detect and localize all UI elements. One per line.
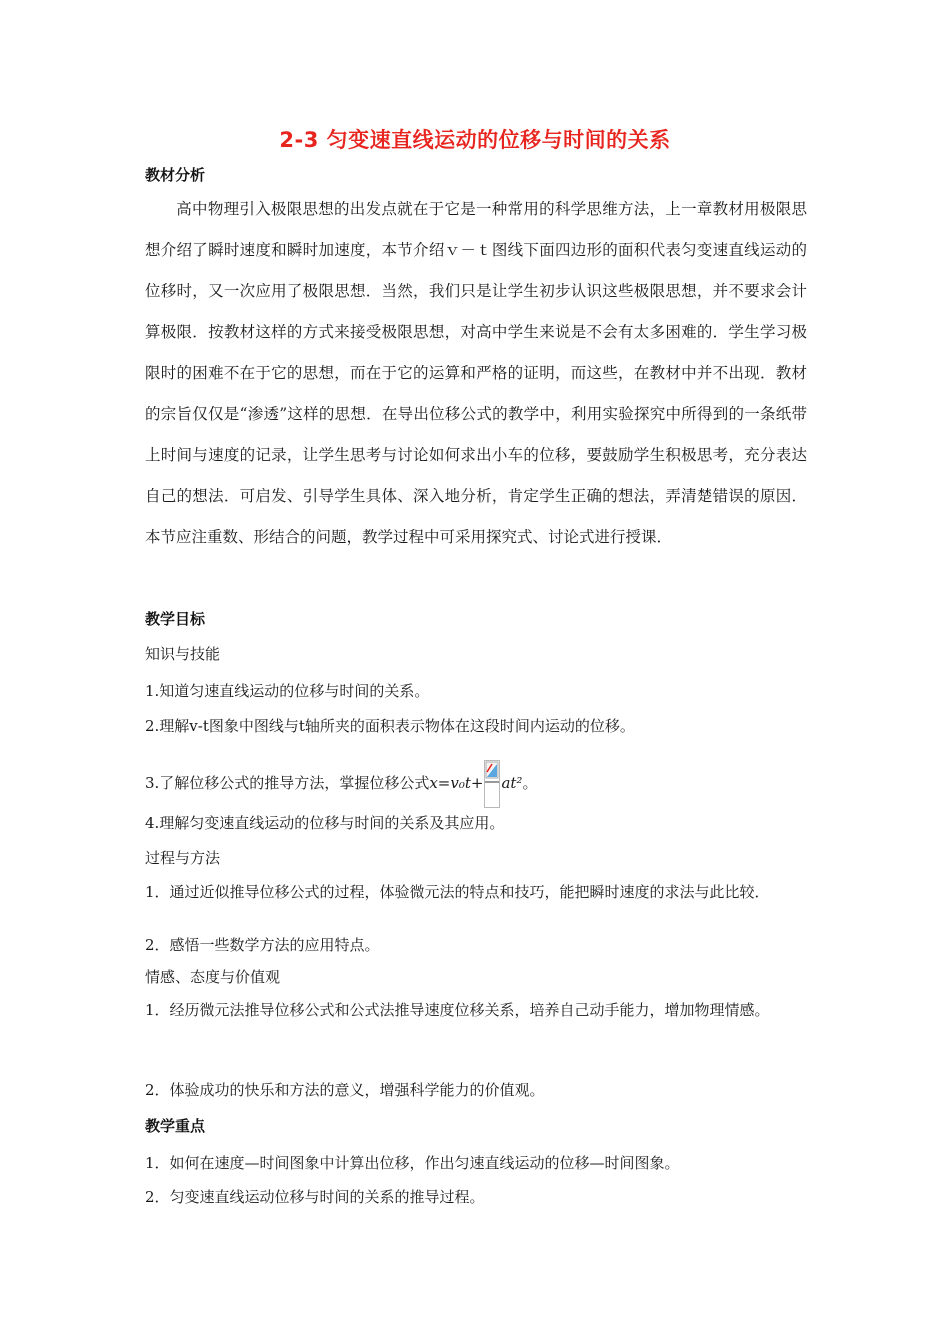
section-heading-goals: 教学目标 <box>145 610 206 628</box>
knowledge-item-3-suffix: 。 <box>522 774 538 792</box>
process-item-2: 2．感悟一些数学方法的应用特点。 <box>145 936 380 954</box>
formula-left: x=v₀t+ <box>429 774 484 792</box>
page-title: 2-3 匀变速直线运动的位移与时间的关系 <box>279 128 671 152</box>
process-item-1: 1．通过近似推导位移公式的过程，体验微元法的特点和技巧，能把瞬时速度的求法与此比较． <box>145 883 770 901</box>
keypoints-item-1: 1．如何在速度—时间图象中计算出位移，作出匀速直线运动的位移—时间图象。 <box>145 1154 680 1172</box>
analysis-paragraph-text: 高中物理引入极限思想的出发点就在于它是一种常用的科学思维方法，上一章教材用极限思想介绍了瞬时速度和瞬时加速度，本节介绍ｖ－ｔ图线下面四边形的面积代表匀变速直线运动的位移时，又一次应用了极限思想．当然，我们只是让学生初步认识这些极限思想，并不要求会计算极限．按教材这样的方式来接受极限思想，对高中学生来说是不会有太多困难的．学生学习极限时的困难不在于它的思想，而在于它的运算和严格的证明，而这些，在教材中并不出现．教材的宗旨仅仅是“渗透”这样的思想．在导出位移公式的教学中，利用实验探究中所得到的一条纸带上时间与速度的记录，让学生思考与讨论如何求出小车的位移，要鼓励学生积极思考，充分表达自己的想法．可启发、引导学生具体、深入地分析，肯定学生正确的想法，弄清楚错误的原因．本节应注重数、形结合的问题，教学过程中可采用探究式、讨论式进行授课． <box>145 200 807 546</box>
section-heading-keypoints: 教学重点 <box>145 1117 206 1135</box>
knowledge-item-3 <box>145 760 807 808</box>
section-heading-analysis: 教材分析 <box>145 166 206 184</box>
subheading-knowledge: 知识与技能 <box>145 645 221 663</box>
emotion-item-1: 1．经历微元法推导位移公式和公式法推导速度位移关系，培养自己动手能力，增加物理情感。 <box>145 1001 770 1019</box>
emotion-item-2: 2．体验成功的快乐和方法的意义，增强科学能力的价值观。 <box>145 1081 545 1099</box>
knowledge-item-4: 4.理解匀变速直线运动的位移与时间的关系及其应用。 <box>145 814 505 832</box>
knowledge-item-3-text: 3.了解位移公式的推导方法，掌握位移公式 <box>145 774 430 792</box>
subheading-process: 过程与方法 <box>145 849 221 867</box>
formula-right: at² <box>501 774 523 792</box>
knowledge-item-1: 1.知道匀速直线运动的位移与时间的关系。 <box>145 682 430 700</box>
analysis-paragraph <box>145 189 807 558</box>
keypoints-item-2: 2．匀变速直线运动位移与时间的关系的推导过程。 <box>145 1188 485 1206</box>
fraction-image-icon <box>484 760 500 808</box>
knowledge-item-2: 2.理解v-t图象中图线与t轴所夹的面积表示物体在这段时间内运动的位移。 <box>145 717 635 735</box>
subheading-emotion: 情感、态度与价值观 <box>145 968 281 986</box>
